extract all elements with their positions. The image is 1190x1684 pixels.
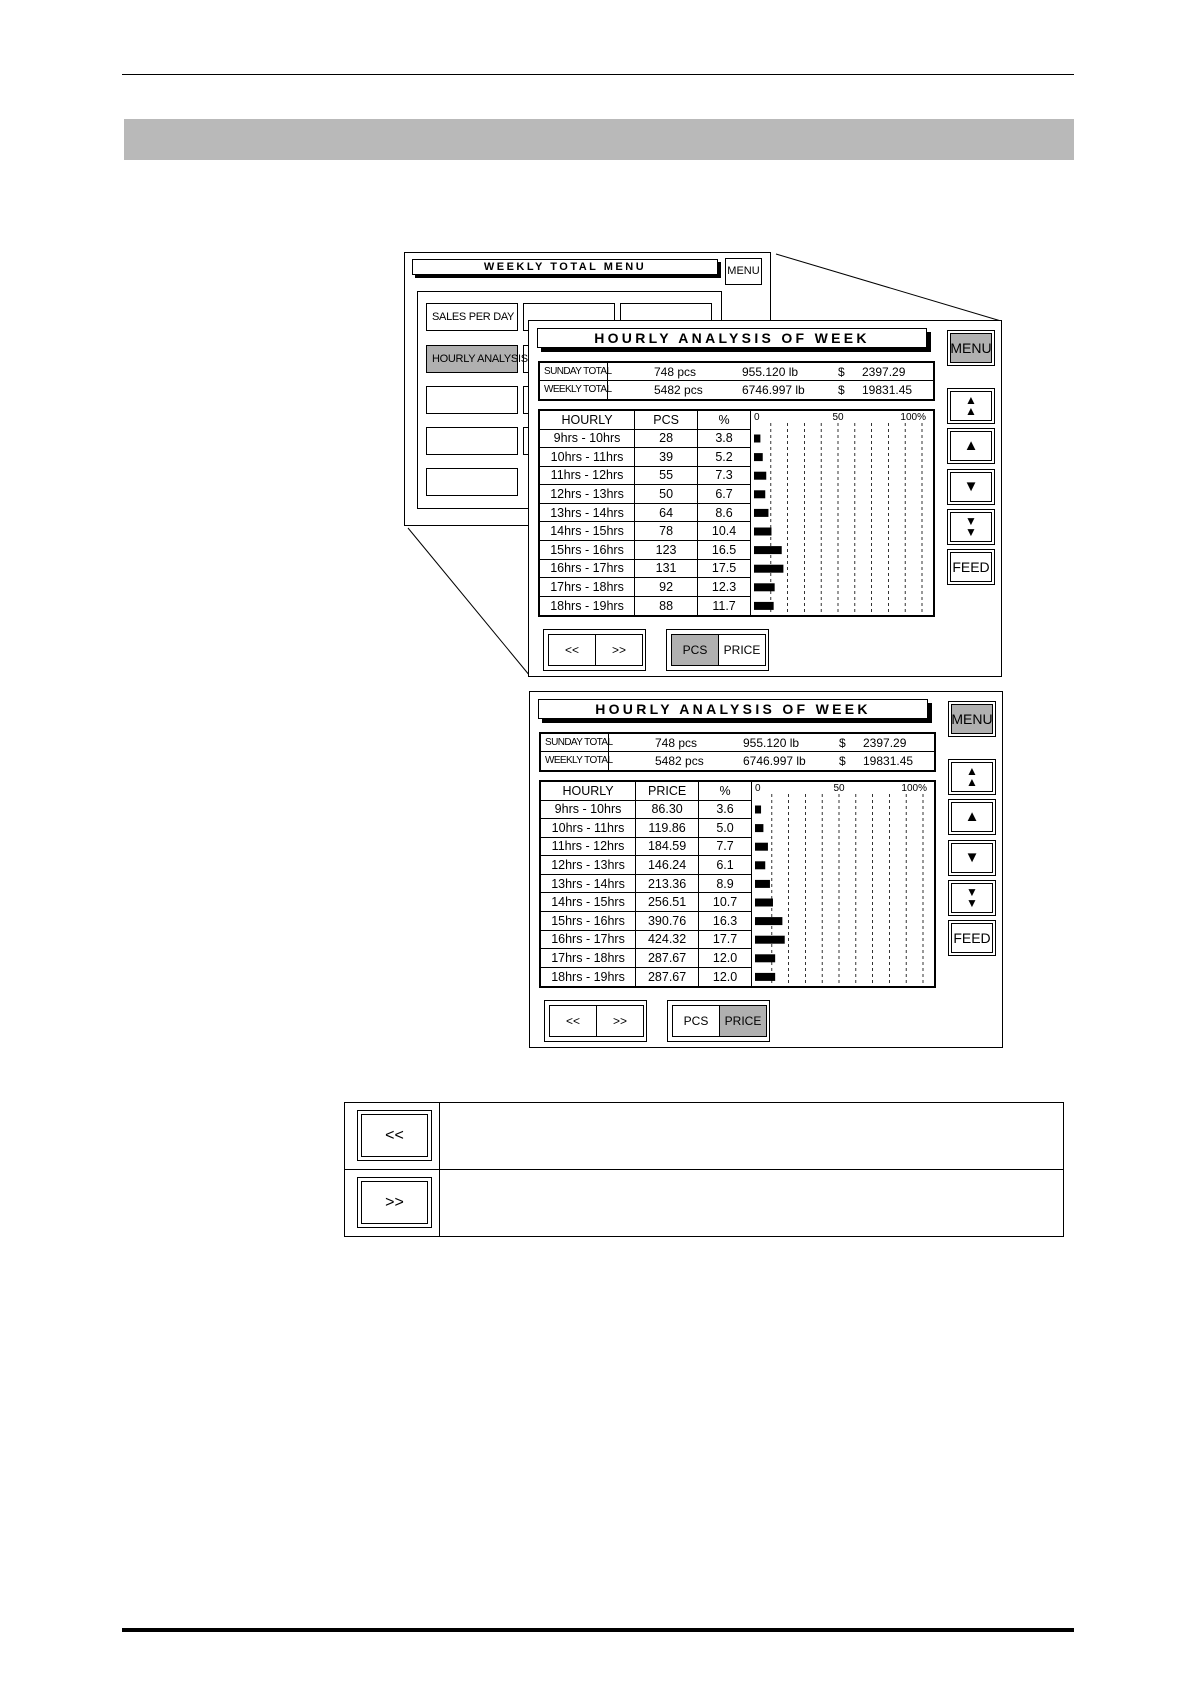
percent-cell: 16.5 bbox=[698, 541, 751, 560]
value-cell: 213.36 bbox=[636, 874, 699, 893]
percent-bar bbox=[754, 472, 766, 480]
hour-cell: 18hrs - 19hrs bbox=[540, 596, 635, 615]
total-amount: 19831.45 bbox=[862, 383, 913, 397]
hour-cell: 9hrs - 10hrs bbox=[540, 429, 635, 448]
hour-cell: 13hrs - 14hrs bbox=[541, 874, 636, 893]
page-nav-group bbox=[544, 1000, 647, 1042]
weekly-total-row bbox=[540, 381, 933, 399]
total-currency: $ bbox=[839, 754, 846, 768]
table-header bbox=[541, 782, 752, 800]
table-row bbox=[541, 930, 752, 949]
scale-label: 50 bbox=[833, 783, 845, 794]
key-explanation-table bbox=[344, 1102, 1064, 1237]
percent-bar bbox=[754, 546, 782, 554]
previous-button[interactable]: << bbox=[548, 634, 596, 666]
scroll-up-button[interactable]: ▲ bbox=[948, 799, 996, 835]
table-row bbox=[541, 893, 752, 912]
sunday-total-row bbox=[540, 363, 933, 381]
scale-label: 100% bbox=[900, 412, 926, 423]
menu-slot-button[interactable] bbox=[426, 386, 518, 414]
percent-cell: 3.8 bbox=[698, 429, 751, 448]
table-row bbox=[541, 800, 752, 819]
percent-bar bbox=[754, 453, 763, 461]
hourly-table bbox=[540, 411, 751, 615]
price-mode-button[interactable]: PRICE bbox=[719, 1005, 767, 1037]
weekly-total-row bbox=[541, 752, 934, 770]
menu-button[interactable]: MENU bbox=[947, 330, 995, 366]
screen-title: HOURLY ANALYSIS OF WEEK bbox=[538, 699, 928, 719]
column-header: HOURLY bbox=[541, 782, 636, 800]
hourly-analysis-button[interactable]: HOURLY ANALYSIS bbox=[426, 345, 518, 373]
total-pcs: 5482 pcs bbox=[655, 754, 704, 768]
percent-bar bbox=[755, 917, 782, 925]
table-row bbox=[540, 578, 751, 597]
total-currency: $ bbox=[838, 365, 845, 379]
table-row bbox=[541, 819, 752, 838]
table-row bbox=[540, 466, 751, 485]
menu-button[interactable]: MENU bbox=[725, 258, 762, 285]
value-cell: 50 bbox=[635, 485, 698, 504]
hour-cell: 16hrs - 17hrs bbox=[541, 930, 636, 949]
display-mode-group bbox=[666, 629, 769, 671]
hour-cell: 10hrs - 11hrs bbox=[541, 819, 636, 838]
hour-cell: 11hrs - 12hrs bbox=[540, 466, 635, 485]
next-key: >> bbox=[357, 1177, 432, 1228]
percent-bar bbox=[755, 843, 768, 851]
page-down-button[interactable]: ▼ ▼ bbox=[947, 509, 995, 545]
scale-label: 100% bbox=[901, 783, 927, 794]
percent-cell: 17.7 bbox=[699, 930, 752, 949]
percent-bar bbox=[755, 936, 785, 944]
feed-button[interactable]: FEED bbox=[948, 920, 996, 956]
value-cell: 123 bbox=[635, 541, 698, 560]
percent-cell: 12.0 bbox=[699, 949, 752, 968]
total-amount: 2397.29 bbox=[863, 736, 907, 750]
value-cell: 92 bbox=[635, 578, 698, 597]
hour-cell: 18hrs - 19hrs bbox=[541, 967, 636, 986]
hourly-data-box bbox=[538, 409, 935, 617]
percent-cell: 10.7 bbox=[699, 893, 752, 912]
percent-bar bbox=[755, 861, 765, 869]
value-cell: 287.67 bbox=[636, 949, 699, 968]
hour-cell: 9hrs - 10hrs bbox=[541, 800, 636, 819]
percent-bar bbox=[754, 528, 771, 536]
screen-title: HOURLY ANALYSIS OF WEEK bbox=[537, 328, 927, 348]
table-row bbox=[541, 949, 752, 968]
next-button[interactable]: >> bbox=[596, 1005, 644, 1037]
previous-key: << bbox=[357, 1110, 432, 1161]
value-cell: 88 bbox=[635, 596, 698, 615]
percent-bar bbox=[754, 490, 765, 498]
table-row bbox=[541, 837, 752, 856]
table-row bbox=[541, 912, 752, 931]
value-cell: 424.32 bbox=[636, 930, 699, 949]
hourly-analysis-screen-pcs bbox=[528, 320, 1002, 677]
menu-slot-button[interactable] bbox=[426, 427, 518, 455]
key-row bbox=[345, 1103, 1063, 1170]
previous-button[interactable]: << bbox=[549, 1005, 597, 1037]
hour-cell: 15hrs - 16hrs bbox=[540, 541, 635, 560]
scroll-down-button[interactable]: ▼ bbox=[947, 469, 995, 505]
percent-bar bbox=[754, 435, 760, 443]
total-weight: 6746.997 lb bbox=[743, 754, 806, 768]
hour-cell: 12hrs - 13hrs bbox=[540, 485, 635, 504]
total-label: SUNDAY TOTAL bbox=[544, 366, 612, 377]
hour-cell: 16hrs - 17hrs bbox=[540, 559, 635, 578]
hour-cell: 17hrs - 18hrs bbox=[541, 949, 636, 968]
table-row bbox=[540, 503, 751, 522]
hour-cell: 17hrs - 18hrs bbox=[540, 578, 635, 597]
hour-cell: 15hrs - 16hrs bbox=[541, 912, 636, 931]
percent-bar-chart bbox=[753, 782, 934, 986]
value-cell: 39 bbox=[635, 448, 698, 467]
total-weight: 955.120 lb bbox=[743, 736, 800, 750]
total-label: WEEKLY TOTAL bbox=[545, 755, 613, 766]
scale-label: 50 bbox=[832, 412, 844, 423]
percent-cell: 7.7 bbox=[699, 837, 752, 856]
sales-per-day-button[interactable]: SALES PER DAY bbox=[426, 303, 518, 331]
value-cell: 146.24 bbox=[636, 856, 699, 875]
percent-cell: 8.6 bbox=[698, 503, 751, 522]
weekly-total-menu-title: WEEKLY TOTAL MENU bbox=[412, 259, 718, 275]
feed-button[interactable]: FEED bbox=[947, 549, 995, 585]
page-up-button[interactable]: ▲ ▲ bbox=[948, 759, 996, 795]
scale-label: 0 bbox=[754, 412, 760, 423]
scroll-down-button[interactable]: ▼ bbox=[948, 840, 996, 876]
hourly-data-box bbox=[539, 780, 936, 988]
table-row bbox=[541, 856, 752, 875]
percent-cell: 11.7 bbox=[698, 596, 751, 615]
percent-cell: 7.3 bbox=[698, 466, 751, 485]
percent-cell: 5.2 bbox=[698, 448, 751, 467]
percent-bar bbox=[754, 583, 775, 591]
section-heading-bar bbox=[124, 119, 1074, 160]
table-row bbox=[540, 596, 751, 615]
column-header: % bbox=[698, 411, 751, 429]
hourly-table bbox=[541, 782, 752, 986]
percent-cell: 12.0 bbox=[699, 967, 752, 986]
value-cell: 390.76 bbox=[636, 912, 699, 931]
menu-button[interactable]: MENU bbox=[948, 701, 996, 737]
table-row bbox=[540, 485, 751, 504]
total-pcs: 748 pcs bbox=[655, 736, 698, 750]
percent-bar bbox=[755, 806, 761, 814]
total-weight: 955.120 lb bbox=[742, 365, 799, 379]
total-amount: 19831.45 bbox=[863, 754, 914, 768]
hour-cell: 14hrs - 15hrs bbox=[540, 522, 635, 541]
key-row bbox=[345, 1170, 1063, 1237]
percent-bar bbox=[754, 565, 783, 573]
pcs-mode-button[interactable]: PCS bbox=[671, 634, 719, 666]
percent-bar bbox=[754, 602, 774, 610]
percent-cell: 3.6 bbox=[699, 800, 752, 819]
value-cell: 131 bbox=[635, 559, 698, 578]
percent-bar bbox=[755, 954, 775, 962]
display-mode-group bbox=[667, 1000, 770, 1042]
column-header: PCS bbox=[635, 411, 698, 429]
value-cell: 256.51 bbox=[636, 893, 699, 912]
total-pcs: 748 pcs bbox=[654, 365, 697, 379]
page-down-button[interactable]: ▼ ▼ bbox=[948, 880, 996, 916]
scroll-up-button[interactable]: ▲ bbox=[947, 428, 995, 464]
percent-cell: 5.0 bbox=[699, 819, 752, 838]
hour-cell: 13hrs - 14hrs bbox=[540, 503, 635, 522]
percent-cell: 17.5 bbox=[698, 559, 751, 578]
percent-bar bbox=[755, 880, 770, 888]
percent-cell: 10.4 bbox=[698, 522, 751, 541]
table-row bbox=[540, 541, 751, 560]
value-cell: 64 bbox=[635, 503, 698, 522]
price-mode-button[interactable]: PRICE bbox=[718, 634, 766, 666]
value-cell: 184.59 bbox=[636, 837, 699, 856]
hour-cell: 11hrs - 12hrs bbox=[541, 837, 636, 856]
column-header: PRICE bbox=[636, 782, 699, 800]
scale-label: 0 bbox=[755, 783, 761, 794]
value-cell: 28 bbox=[635, 429, 698, 448]
percent-cell: 12.3 bbox=[698, 578, 751, 597]
column-header: % bbox=[699, 782, 752, 800]
percent-bar-chart bbox=[752, 411, 933, 615]
percent-bar bbox=[755, 899, 773, 907]
percent-bar bbox=[755, 973, 775, 981]
percent-cell: 16.3 bbox=[699, 912, 752, 931]
pcs-mode-button[interactable]: PCS bbox=[672, 1005, 720, 1037]
value-cell: 86.30 bbox=[636, 800, 699, 819]
percent-bar bbox=[755, 824, 763, 832]
footer-rule bbox=[122, 1628, 1074, 1632]
hour-cell: 10hrs - 11hrs bbox=[540, 448, 635, 467]
page-up-button[interactable]: ▲ ▲ bbox=[947, 388, 995, 424]
total-amount: 2397.29 bbox=[862, 365, 906, 379]
table-row bbox=[540, 559, 751, 578]
percent-cell: 6.7 bbox=[698, 485, 751, 504]
column-header: HOURLY bbox=[540, 411, 635, 429]
total-currency: $ bbox=[838, 383, 845, 397]
percent-cell: 6.1 bbox=[699, 856, 752, 875]
hour-cell: 14hrs - 15hrs bbox=[541, 893, 636, 912]
total-weight: 6746.997 lb bbox=[742, 383, 805, 397]
value-cell: 78 bbox=[635, 522, 698, 541]
table-row bbox=[541, 874, 752, 893]
percent-cell: 8.9 bbox=[699, 874, 752, 893]
sunday-total-row bbox=[541, 734, 934, 752]
totals-box bbox=[538, 361, 935, 401]
total-pcs: 5482 pcs bbox=[654, 383, 703, 397]
table-header bbox=[540, 411, 751, 429]
hour-cell: 12hrs - 13hrs bbox=[541, 856, 636, 875]
value-cell: 119.86 bbox=[636, 819, 699, 838]
total-label: SUNDAY TOTAL bbox=[545, 737, 613, 748]
hourly-analysis-screen-price bbox=[529, 691, 1003, 1048]
value-cell: 287.67 bbox=[636, 967, 699, 986]
table-row bbox=[540, 448, 751, 467]
percent-bar bbox=[754, 509, 768, 517]
next-button[interactable]: >> bbox=[595, 634, 643, 666]
total-label: WEEKLY TOTAL bbox=[544, 384, 612, 395]
page-nav-group bbox=[543, 629, 646, 671]
table-row bbox=[541, 967, 752, 986]
totals-box bbox=[539, 732, 936, 772]
table-row bbox=[540, 429, 751, 448]
value-cell: 55 bbox=[635, 466, 698, 485]
table-row bbox=[540, 522, 751, 541]
total-currency: $ bbox=[839, 736, 846, 750]
menu-slot-button[interactable] bbox=[426, 468, 518, 496]
header-rule bbox=[122, 74, 1074, 75]
